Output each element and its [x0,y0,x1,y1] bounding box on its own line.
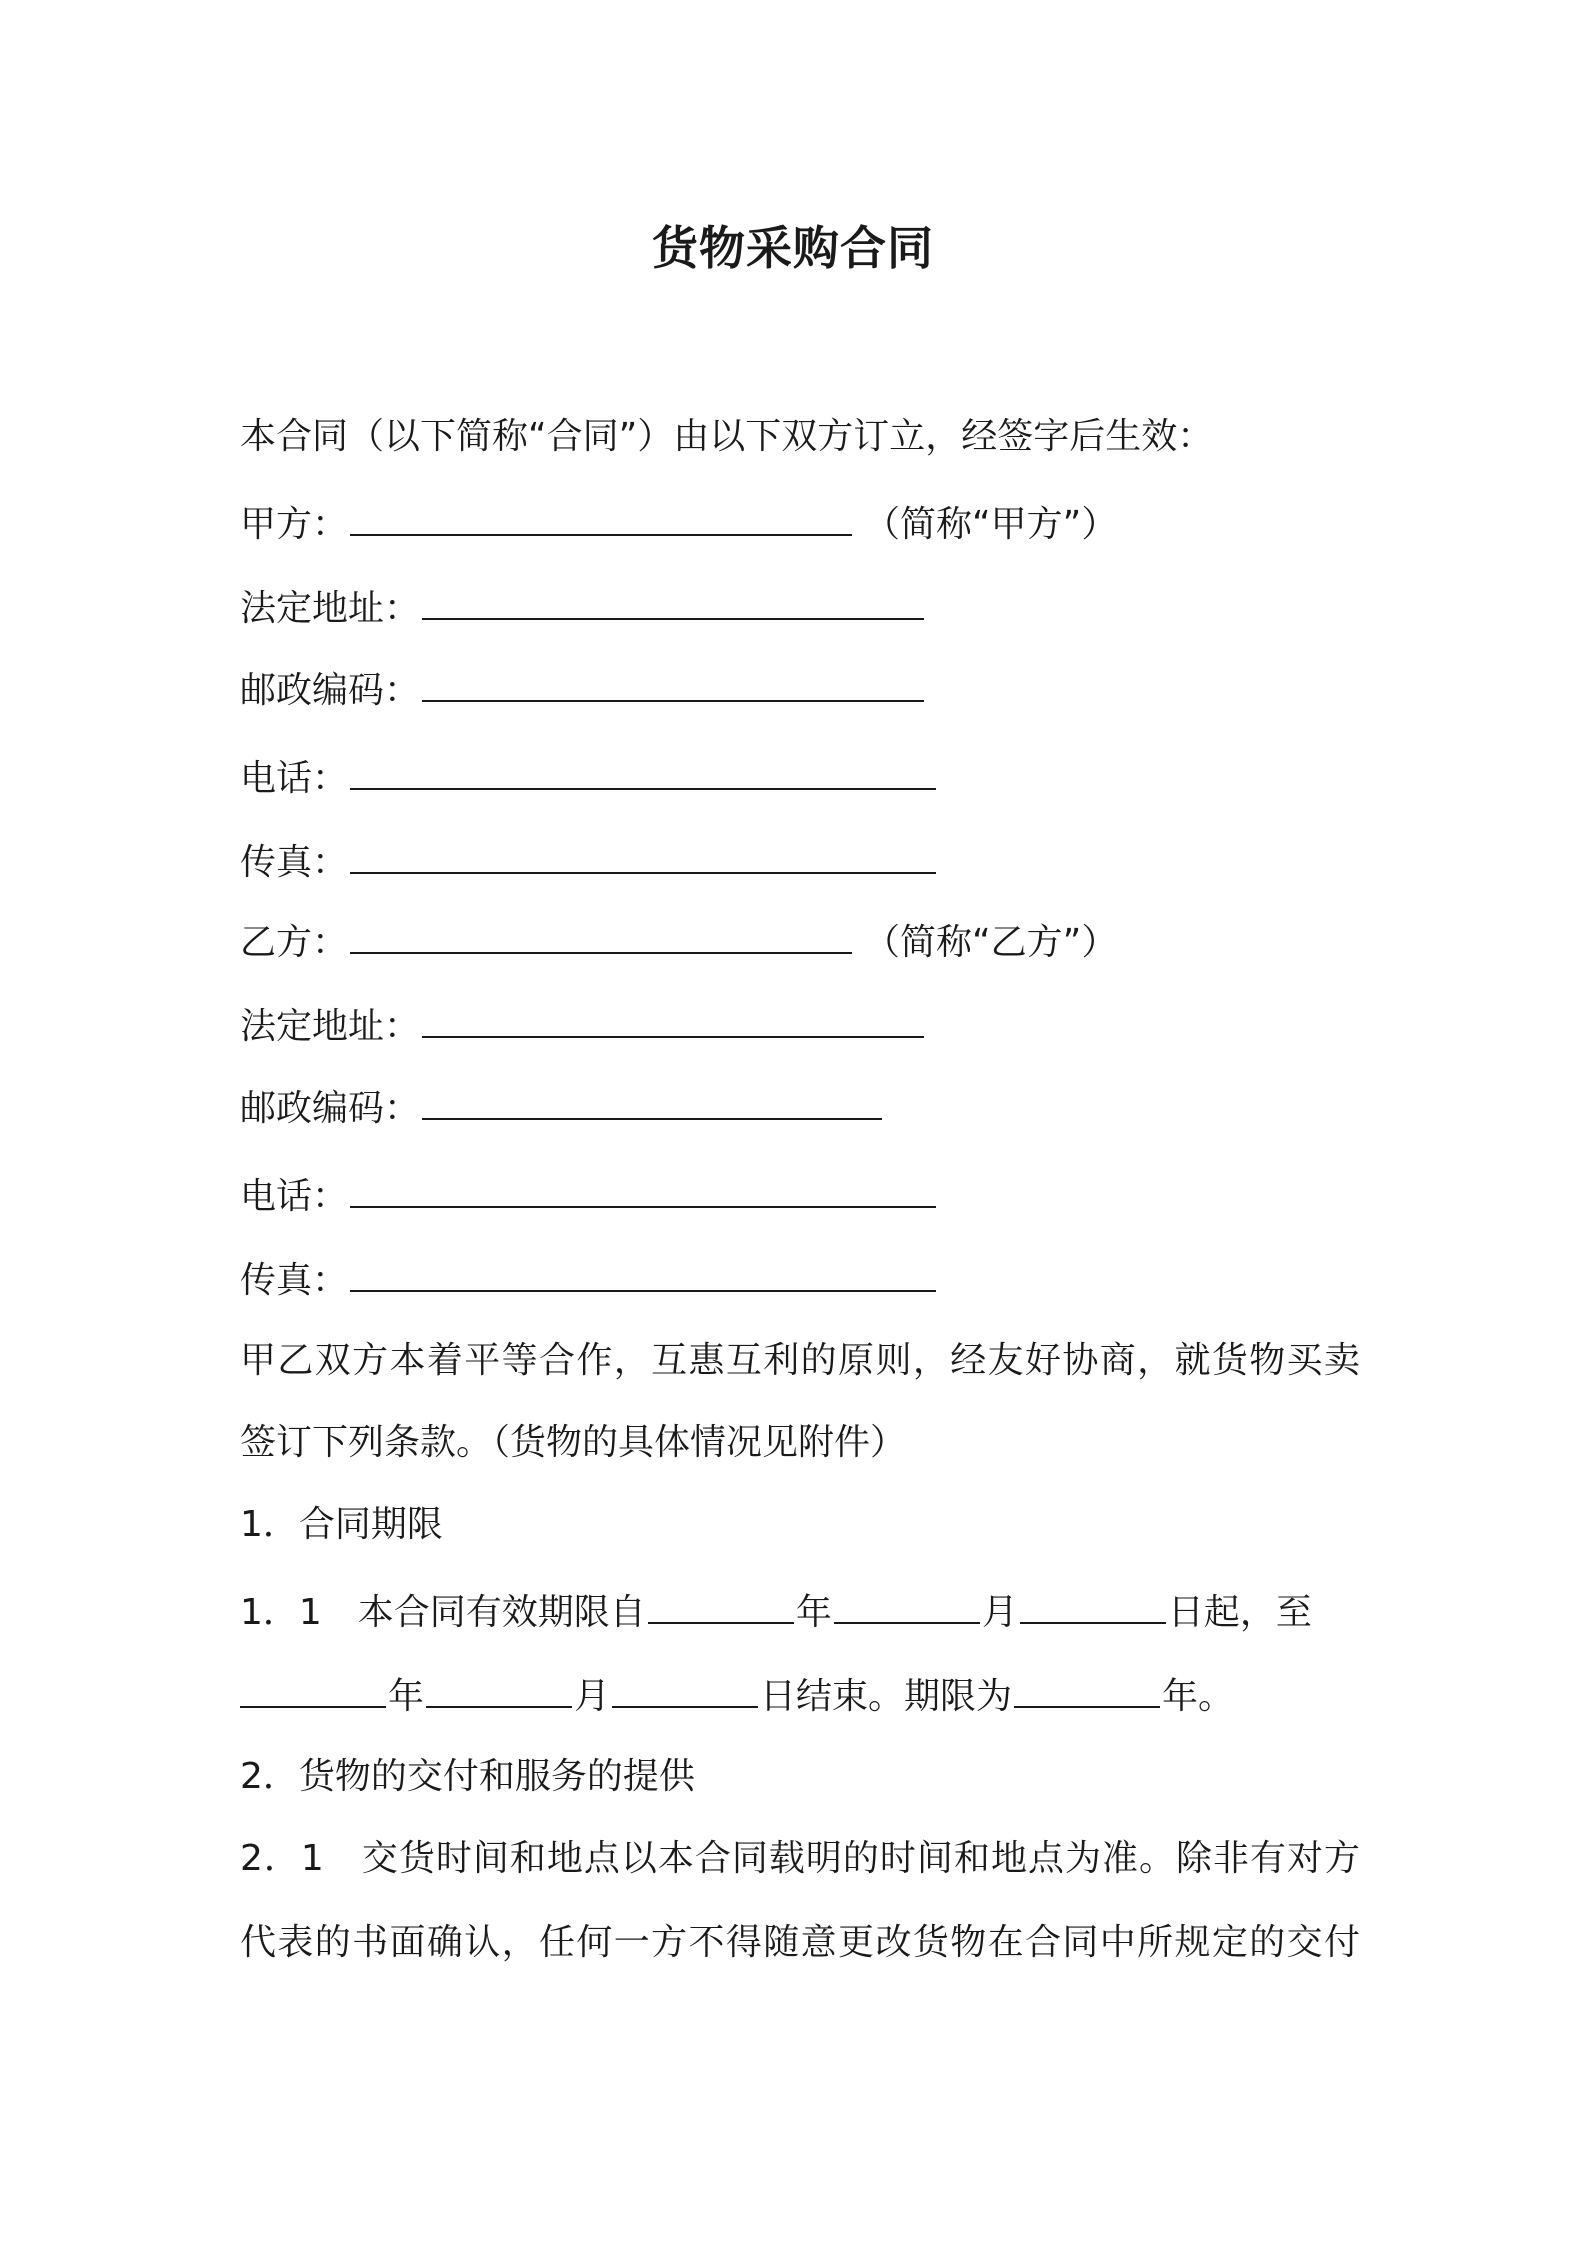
start-year-field[interactable] [648,1584,794,1624]
party-a-name-label: 甲方： [240,504,349,545]
party-a-phone-label: 电话： [240,758,349,799]
years-suffix: 年。 [1162,1676,1235,1717]
day-start-label: 日起，至 [1167,1592,1312,1633]
party-a-address-row [240,580,1360,630]
party-b-zip-label: 邮政编码： [240,1088,421,1129]
party-b-phone-label: 电话： [240,1176,349,1217]
party-b-address-label: 法定地址： [240,1006,421,1047]
party-b-name-label: 乙方： [240,922,349,963]
party-a-phone-row [240,750,1360,800]
section-1-heading: 1．合同期限 [240,1504,443,1545]
party-a-phone-field[interactable] [350,750,936,790]
year-label: 年 [795,1592,832,1633]
end-month-label: 月 [574,1676,611,1717]
party-a-name-field[interactable] [350,496,852,536]
party-b-phone-field[interactable] [350,1168,936,1208]
party-b-phone-row [240,1168,1360,1218]
party-a-fax-field[interactable] [350,834,936,874]
party-b-fax-field[interactable] [350,1252,936,1292]
party-b-zip-row [240,1080,1360,1130]
end-day-field[interactable] [612,1668,758,1708]
clause-2-1-line-2: 代表的书面确认，任何一方不得随意更改货物在合同中所规定的交付 [240,1922,1360,1963]
preamble-line-1: 甲乙双方本着平等合作，互惠互利的原则，经友好协商，就货物买卖 [240,1340,1360,1381]
section-2-heading: 2．货物的交付和服务的提供 [240,1756,695,1797]
party-b-address-field[interactable] [422,998,924,1038]
term-years-field[interactable] [1014,1668,1160,1708]
party-b-address-row [240,998,1360,1048]
clause-2-1-line-1: 2．1 交货时间和地点以本合同载明的时间和地点为准。除非有对方 [240,1838,1360,1879]
clause-1-1-line-2 [240,1668,1360,1718]
party-a-fax-row [240,834,1360,884]
party-a-zip-field[interactable] [422,662,924,702]
preamble-line-2: 签订下列条款。（货物的具体情况见附件） [240,1422,907,1463]
party-b-fax-label: 传真： [240,1260,349,1301]
party-a-name-suffix: （简称“甲方”） [864,504,1118,545]
end-year-field[interactable] [240,1668,386,1708]
party-a-fax-label: 传真： [240,842,349,883]
party-b-fax-row [240,1252,1360,1302]
party-b-zip-field[interactable] [422,1080,882,1120]
party-a-address-label: 法定地址： [240,588,421,629]
party-a-zip-label: 邮政编码： [240,670,421,711]
party-a-zip-row [240,662,1360,712]
clause-1-1-prefix: 1．1 本合同有效期限自 [240,1592,646,1633]
party-b-name-field[interactable] [350,914,852,954]
party-b-name-row [240,914,1360,964]
end-month-field[interactable] [426,1668,572,1708]
clause-1-1-line-1 [240,1584,1360,1634]
party-b-name-suffix: （简称“乙方”） [864,922,1118,963]
end-year-label: 年 [388,1676,425,1717]
intro-line: 本合同（以下简称“合同”）由以下双方订立，经签字后生效： [240,416,1214,457]
start-day-field[interactable] [1020,1584,1166,1624]
document-title: 货物采购合同 [652,221,934,275]
start-month-field[interactable] [834,1584,980,1624]
party-a-name-row [240,496,1360,546]
party-a-address-field[interactable] [422,580,924,620]
day-end-label: 日结束。期限为 [760,1676,1013,1717]
month-label: 月 [981,1592,1018,1633]
